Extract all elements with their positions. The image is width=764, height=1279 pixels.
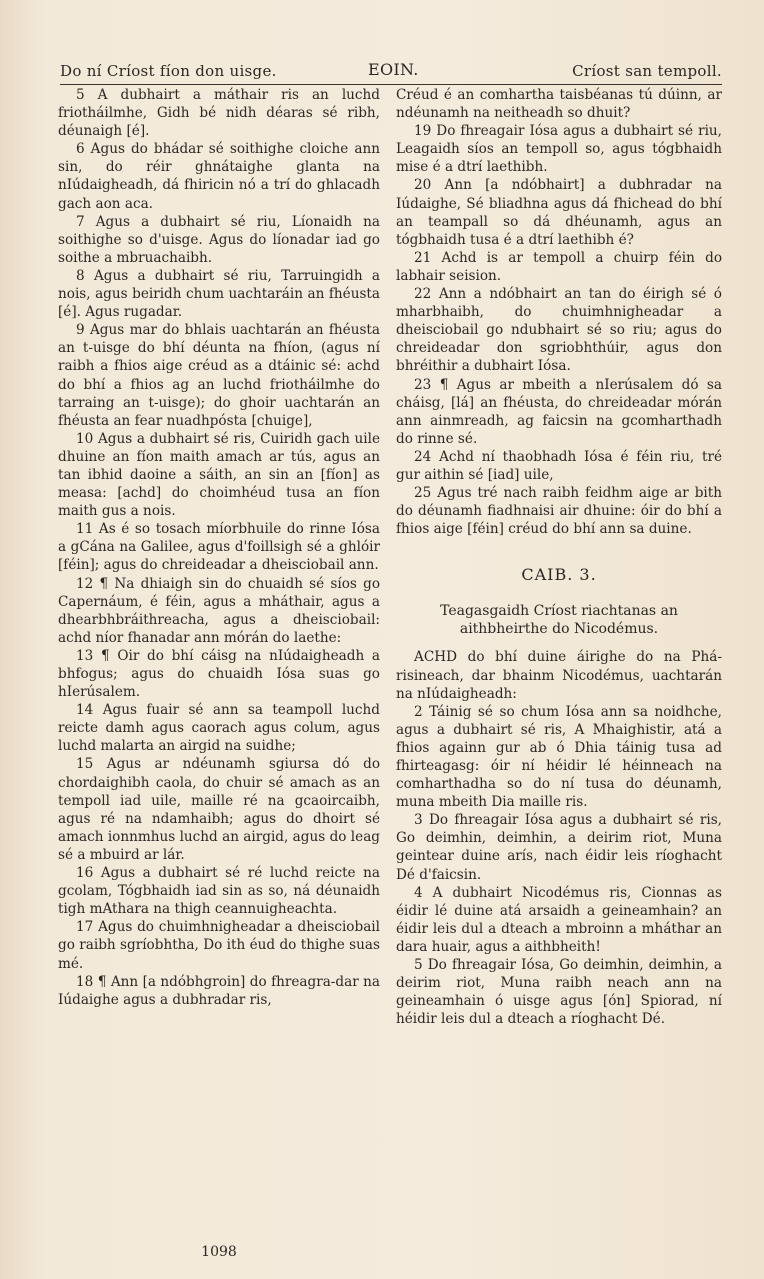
verse: 17 Agus do chuimhnigheadar a dheisciobail go raibh sgríobhtha, Do ith éud do thighe suas mé. xyxy=(58,919,380,972)
header-right: Críost san tempoll. xyxy=(572,62,722,80)
verse: 13 ¶ Oir do bhí cáisg na nIúdaigheadh a bhfogus; agus do chuaidh Iósa suas go hIerúsalem. xyxy=(58,647,380,701)
verse: 8 Agus a dubhairt sé riu, Tarruingidh a nois, agus beiridh chum uachtaráin an fhéusta [é]. Agus rugadar. xyxy=(58,267,380,321)
verse: 14 Agus fuair sé ann sa teampoll luchd reicte damh agus caorach agus colum, agus luchd malarta an airgid na suidhe; xyxy=(58,702,380,755)
verse: 18 ¶ Ann [a ndóbhgroin] do fhreagra-dar na Iúdaighe agus a dubhradar ris, xyxy=(58,973,380,1008)
verse: 9 Agus mar do bhlais uachtarán an fhéusta an t-uisge do bhí déunta na fhíon, (agus ní raibh a fhios aige créud as a dtáinic sé: achd do bhí a fhios ag an luchd friotháilmhe do tarraing an t-uisge); do ghoir uachtarán an fhéusta an fear nuadhpósta [chuige], xyxy=(58,322,380,429)
verse: 5 A dubhairt a máthair ris an luchd friotháilmhe, Gidh bé nidh déaras sé ribh, déunaigh [é]. xyxy=(58,87,380,140)
chapter-summary: Teagasgaidh Críost riachtanas an aithbheirthe do Nicodémus. xyxy=(440,603,678,638)
running-header xyxy=(60,58,722,85)
verse: 24 Achd ní thaobhadh Iósa é féin riu, tré gur aithin sé [iad] uile, xyxy=(396,448,722,483)
verse: 23 ¶ Agus ar mbeith a nIerúsalem dó sa cháisg, [lá] an fhéusta, do chreideadar mórán ann ainmreadh, ag faicsin na gcomharthadh do rinne sé. xyxy=(396,376,722,447)
verse: 15 Agus ar ndéunamh sgiursa dó do chordaighibh caola, do chuir sé amach as an tempoll iad uile, maille ré na gcaoircaibh, agus ré na ndamhaibh; agus do dhoirt sé amach ionnmhus luchd an airgid, agus do leag sé a mbuird ar lár. xyxy=(58,756,380,863)
verse: 25 Agus tré nach raibh feidhm aige ar bith do déunamh fiadhnaisi air dhuine: óir do bhí a fhios aige [féin] créud do bhí ann sa duine. xyxy=(396,485,722,538)
verse: 5 Do fhreagair Iósa, Go deimhin, deimhin, a deirim riot, Muna raibh neach ann na geineamhain ó uisge agus [ón] Spiorad, ní héidir leis dul a dteach a ríoghacht Dé. xyxy=(396,957,722,1028)
verse: ACHD do bhí duine áirighe do na Phá-risineach, dar bhainm Nicodémus, uachtarán na nIúdaigheadh: xyxy=(396,649,722,702)
verse: 7 Agus a dubhairt sé riu, Líonaidh na soithighe so d'uisge. Agus do líonadar iad go soithe a mbruachaibh. xyxy=(58,213,380,266)
verse: 16 Agus a dubhairt sé ré luchd reicte na gcolam, Tógbhaidh iad sin as so, ná déunaidh tigh mAthara na thigh ceannuigheachta. xyxy=(58,865,380,918)
page-number: 1098 xyxy=(201,1244,237,1260)
left-column xyxy=(58,86,380,1009)
verse: 22 Ann a ndóbhairt an tan do éirigh sé ó mharbhaibh, do chuimhnigheadar a dheisciobail go ndubhairt sé so riu; agus do chreideadar don sgriobhthúir, agus don bhréithir a dubhairt Iósa. xyxy=(396,286,722,375)
verse: 6 Agus do bhádar sé soithighe cloiche ann sin, do réir ghnátaighe glanta na nIúdaigheadh, dá fhiricin nó a trí do ghlacadh gach aon aca. xyxy=(58,141,380,212)
header-left: Do ní Críost fíon don uisge. xyxy=(60,62,277,80)
verse: 4 A dubhairt Nicodémus ris, Cionnas as éidir lé duine atá arsaidh a geineamhain? an éidir leis dul a dteach a mbroinn a mháthar an dara huair, agus a aithbheith! xyxy=(396,884,722,955)
verse: 11 As é so tosach míorbhuile do rinne Iósa a gCána na Galilee, agus d'foillsigh sé a ghlóir [féin]; agus do chreideadar a dheisciobail ann. xyxy=(58,521,380,574)
verse: 21 Achd is ar tempoll a chuirp féin do labhair seision. xyxy=(396,249,722,284)
verse: 20 Ann [a ndóbhairt] a dubhradar na Iúdaighe, Sé bliadhna agus dá fhichead do bhí an teampall so dá dhéunamh, agus an tógbhaidh tusa é a dtrí laethibh é? xyxy=(396,177,722,248)
verse: 3 Do fhreagair Iósa agus a dubhairt sé ris, Go deimhin, deimhin, a deirim riot, Muna geintear duine arís, nach éidir leis ríoghacht Dé d'faicsin. xyxy=(396,812,722,883)
verse: 12 ¶ Na dhiaigh sin do chuaidh sé síos go Capernáum, é féin, agus a mháthair, agus a dhearbhbráithreacha, agus a dheisciobail: achd níor fhanadar ann mórán do laethe: xyxy=(58,575,380,646)
verse: 2 Táinig sé so chum Iósa ann sa noidhche, agus a dubhairt sé ris, A Mhaighistir, atá a fhios againn gur ab ó Dhia táinig tusa ad fhirteagasg: óir ní héidir lé héinneach na comharthadha so do ní tusa do déunamh, muna mbeith Dia maille ris. xyxy=(396,703,722,811)
verse: 19 Do fhreagair Iósa agus a dubhairt sé riu, Leagaidh síos an tempoll so, agus tógbhaidh mise é a dtrí laethibh. xyxy=(396,123,722,176)
verse: 10 Agus a dubhairt sé ris, Cuiridh gach uile dhuine an fíon maith amach ar tús, agus an tan ibhid daoine a sáith, an sin an [fíon] as measa: [achd] do choimhéud tusa an fíon maith gus a nois. xyxy=(58,430,380,520)
chapter-heading: CAIB. 3. xyxy=(521,565,597,585)
verse: Créud é an comhartha taisbéanas tú dúinn, ar ndéunamh na neitheadh so dhuit? xyxy=(396,87,722,122)
right-column xyxy=(396,86,722,1028)
header-book-title: EOIN. xyxy=(368,60,419,79)
